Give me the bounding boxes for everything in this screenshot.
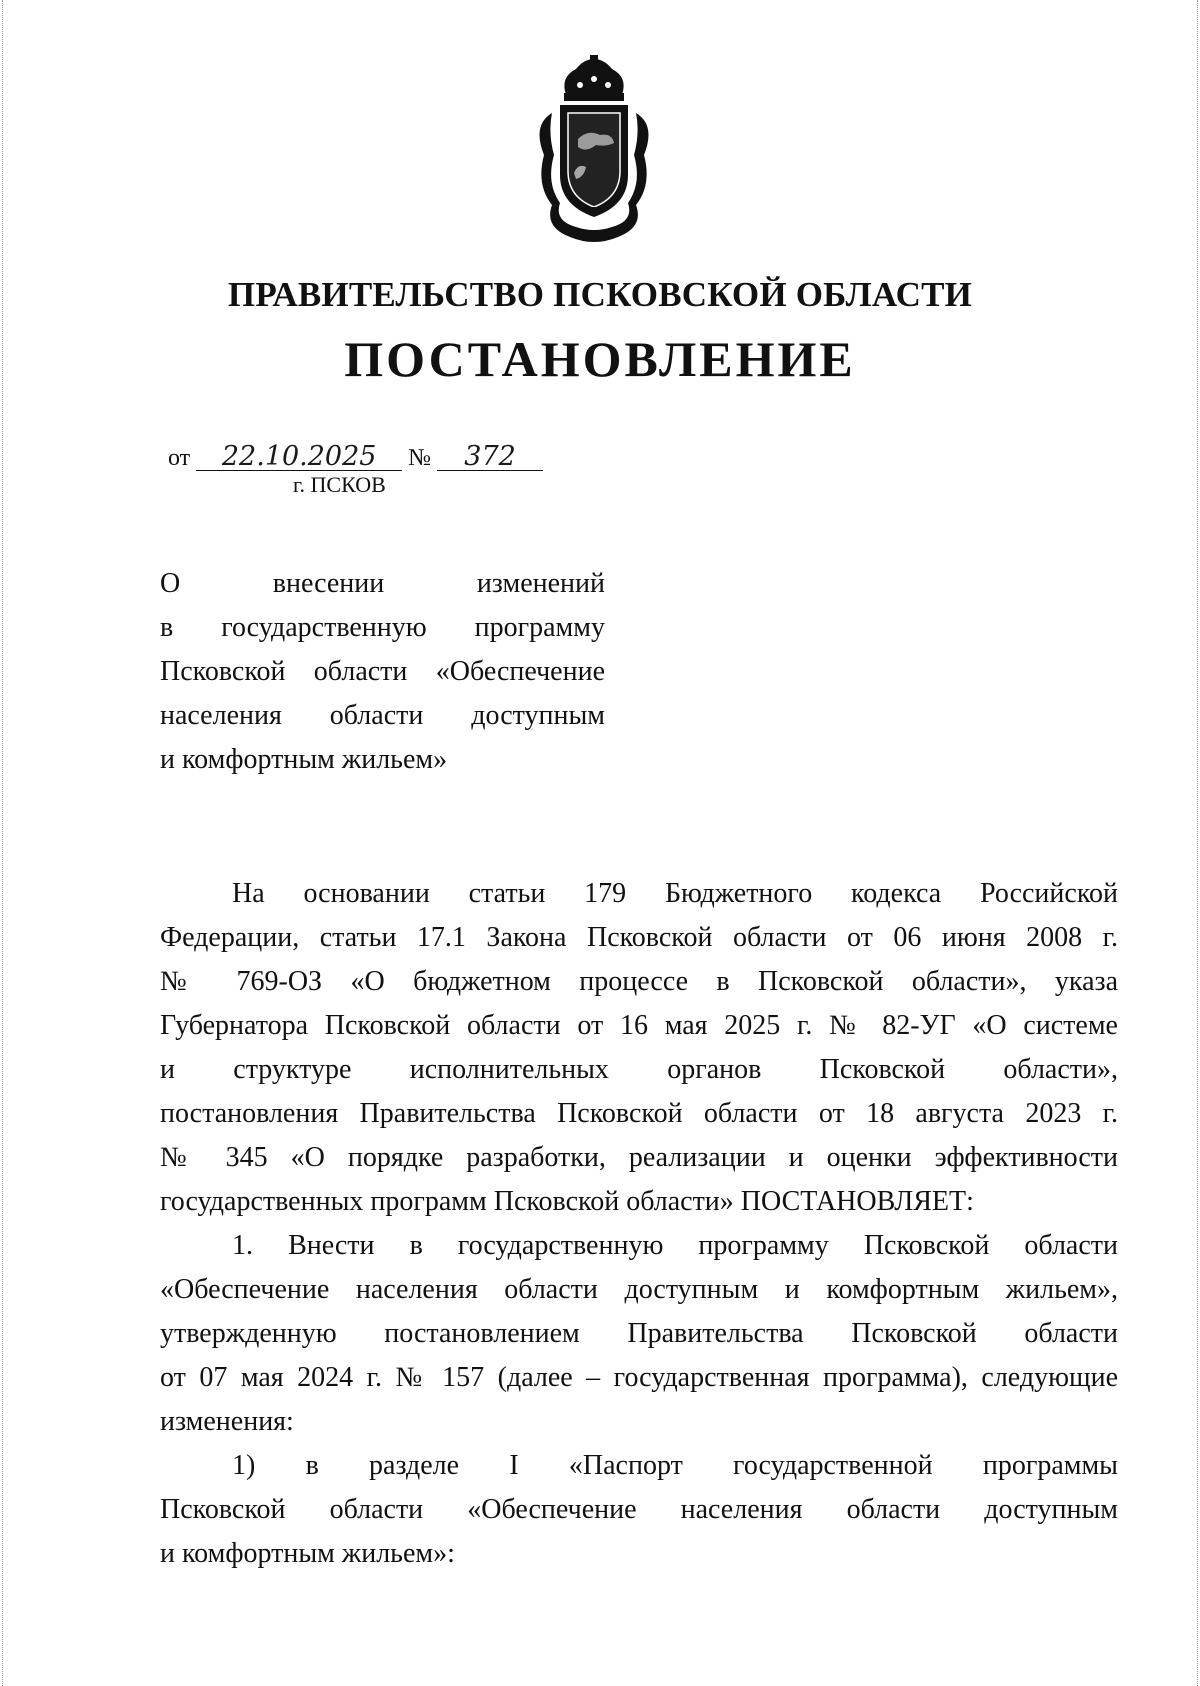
body-line: № 345 «О порядке разработки, реализации и оценки эффективности <box>160 1142 1118 1173</box>
scan-edge-left <box>2 0 6 1686</box>
scan-edge-right <box>1194 0 1198 1686</box>
pskov-coat-of-arms-icon <box>530 55 658 245</box>
subject-line: населения области доступным <box>160 700 605 731</box>
body-line: 1. Внести в государственную программу Псковской области <box>232 1230 1118 1261</box>
document-city: г. ПСКОВ <box>293 472 386 497</box>
subject-line: Псковской области «Обеспечение <box>160 656 605 687</box>
subject-line: О внесении изменений <box>160 568 605 599</box>
body-line: Губернатора Псковской области от 16 мая 2025 г. № 82-УГ «О системе <box>160 1010 1118 1041</box>
body-line: от 07 мая 2024 г. № 157 (далее – государственная программа), следующие <box>160 1362 1118 1393</box>
subject-line: и комфортным жильем» <box>160 744 448 775</box>
body-line: Псковской области «Обеспечение населения области доступным <box>160 1494 1118 1525</box>
body-line: постановления Правительства Псковской области от 18 августа 2023 г. <box>160 1098 1118 1129</box>
body-line: Федерации, статьи 17.1 Закона Псковской области от 06 июня 2008 г. <box>160 922 1118 953</box>
date-prefix: от <box>168 445 191 471</box>
body-line: № 769-ОЗ «О бюджетном процессе в Псковской области», указа <box>160 966 1118 997</box>
number-sign: № <box>408 445 432 471</box>
body-line: утвержденную постановлением Правительства Псковской области <box>160 1318 1118 1349</box>
subject-line: в государственную программу <box>160 612 605 643</box>
date-number-line <box>168 441 543 472</box>
document-body <box>160 872 1118 1576</box>
body-line: и структуре исполнительных органов Псковской области», <box>160 1054 1118 1085</box>
body-line: изменения: <box>160 1406 294 1437</box>
body-line: и комфортным жильем»: <box>160 1538 455 1569</box>
body-line: На основании статьи 179 Бюджетного кодекса Российской <box>232 878 1118 909</box>
document-type-title: ПОСТАНОВЛЕНИЕ <box>344 331 856 387</box>
document-date: 22.10.2025 <box>196 444 402 471</box>
body-line: государственных программ Псковской области» ПОСТАНОВЛЯЕТ: <box>160 1186 974 1217</box>
organization-title: ПРАВИТЕЛЬСТВО ПСКОВСКОЙ ОБЛАСТИ <box>227 275 973 314</box>
document-subject <box>160 562 605 782</box>
document-number: 372 <box>437 444 543 471</box>
body-line: «Обеспечение населения области доступным и комфортным жильем», <box>160 1274 1118 1305</box>
body-line: 1) в разделе I «Паспорт государственной программы <box>232 1450 1118 1481</box>
